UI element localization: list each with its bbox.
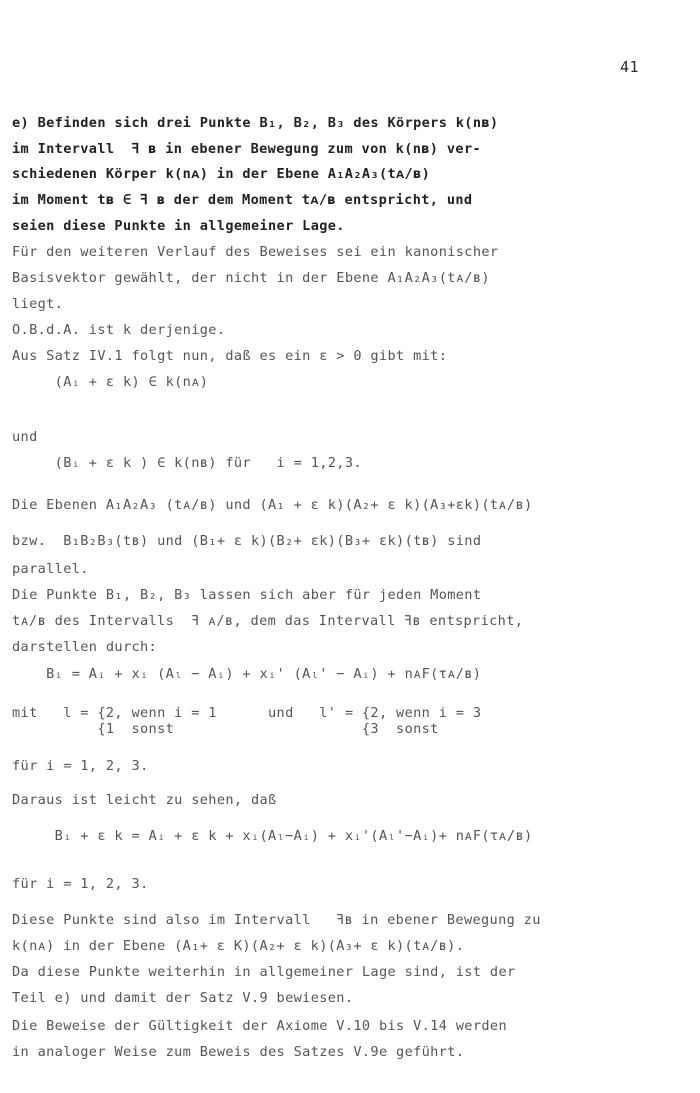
text-line: Basisvektor gewählt, der nicht in der Ebene A₁A₂A₃(tᴀ/ʙ) (12, 270, 490, 286)
text-line: (Bᵢ + ε k ) ∈ k(nʙ) für i = 1,2,3. (12, 455, 362, 471)
condition-line: {1 sonst {3 sonst (12, 721, 439, 737)
text-line: darstellen durch: (12, 639, 158, 655)
text-line: im Intervall ꟻ ʙ in ebener Bewegung zum von k(nʙ) ver- (12, 141, 482, 157)
text-line: parallel. (12, 561, 89, 577)
text-line: im Moment tʙ ∈ ꟻ ʙ der dem Moment tᴀ/ʙ entspricht, und (12, 192, 473, 208)
text-line: Die Beweise der Gültigkeit der Axiome V.10 bis V.14 werden (12, 1018, 507, 1034)
text-line: und (12, 429, 38, 445)
text-line: Diese Punkte sind also im Intervall ꟻʙ in ebener Bewegung zu (12, 912, 541, 928)
formula-line: Bᵢ = Aᵢ + xᵢ (Aₗ − Aᵢ) + xᵢ' (Aₗ' − Aᵢ) + nᴀF(τᴀ/ʙ) (12, 666, 482, 682)
text-line: schiedenen Körper k(nᴀ) in der Ebene A₁A₂A₃(tᴀ/ʙ) (12, 166, 431, 182)
text-line: Daraus ist leicht zu sehen, daß (12, 792, 277, 808)
text-line: Aus Satz IV.1 folgt nun, daß es ein ε > 0 gibt mit: (12, 348, 448, 364)
text-line: tᴀ/ʙ des Intervalls ꟻ ᴀ/ʙ, dem das Intervall ꟻʙ entspricht, (12, 613, 524, 629)
text-line: seien diese Punkte in allgemeiner Lage. (12, 218, 345, 234)
text-line: (Aᵢ + ε k) ∈ k(nᴀ) (12, 374, 209, 390)
text-line: für i = 1, 2, 3. (12, 758, 149, 774)
text-line: in analoger Weise zum Beweis des Satzes V.9e geführt. (12, 1044, 465, 1060)
text-line: Für den weiteren Verlauf des Beweises sei ein kanonischer (12, 244, 499, 260)
condition-line: mit l = {2, wenn i = 1 und l' = {2, wenn i = 3 (12, 705, 482, 721)
page-number: 41 (620, 58, 640, 76)
text-line: O.B.d.A. ist k derjenige. (12, 322, 226, 338)
text-line: e) Befinden sich drei Punkte B₁, B₂, B₃ des Körpers k(nʙ) (12, 115, 499, 131)
formula-line: Bᵢ + ε k = Aᵢ + ε k + xᵢ(Aₗ−Aᵢ) + xᵢ'(Aₗ'−Aᵢ)+ nᴀF(τᴀ/ʙ) (12, 828, 533, 844)
text-line: bzw. B₁B₂B₃(tʙ) und (B₁+ ε k)(B₂+ εk)(B₃+ εk)(tʙ) sind (12, 533, 482, 549)
text-line: liegt. (12, 296, 64, 312)
text-line: Die Punkte B₁, B₂, B₃ lassen sich aber für jeden Moment (12, 587, 482, 603)
text-line: Da diese Punkte weiterhin in allgemeiner Lage sind, ist der (12, 964, 516, 980)
text-line: Teil e) und damit der Satz V.9 bewiesen. (12, 990, 354, 1006)
text-line: für i = 1, 2, 3. (12, 876, 149, 892)
text-line: Die Ebenen A₁A₂A₃ (tᴀ/ʙ) und (A₁ + ε k)(A₂+ ε k)(A₃+εk)(tᴀ/ʙ) (12, 497, 533, 513)
text-line: k(nᴀ) in der Ebene (A₁+ ε K)(A₂+ ε k)(A₃+ ε k)(tᴀ/ʙ). (12, 938, 465, 954)
